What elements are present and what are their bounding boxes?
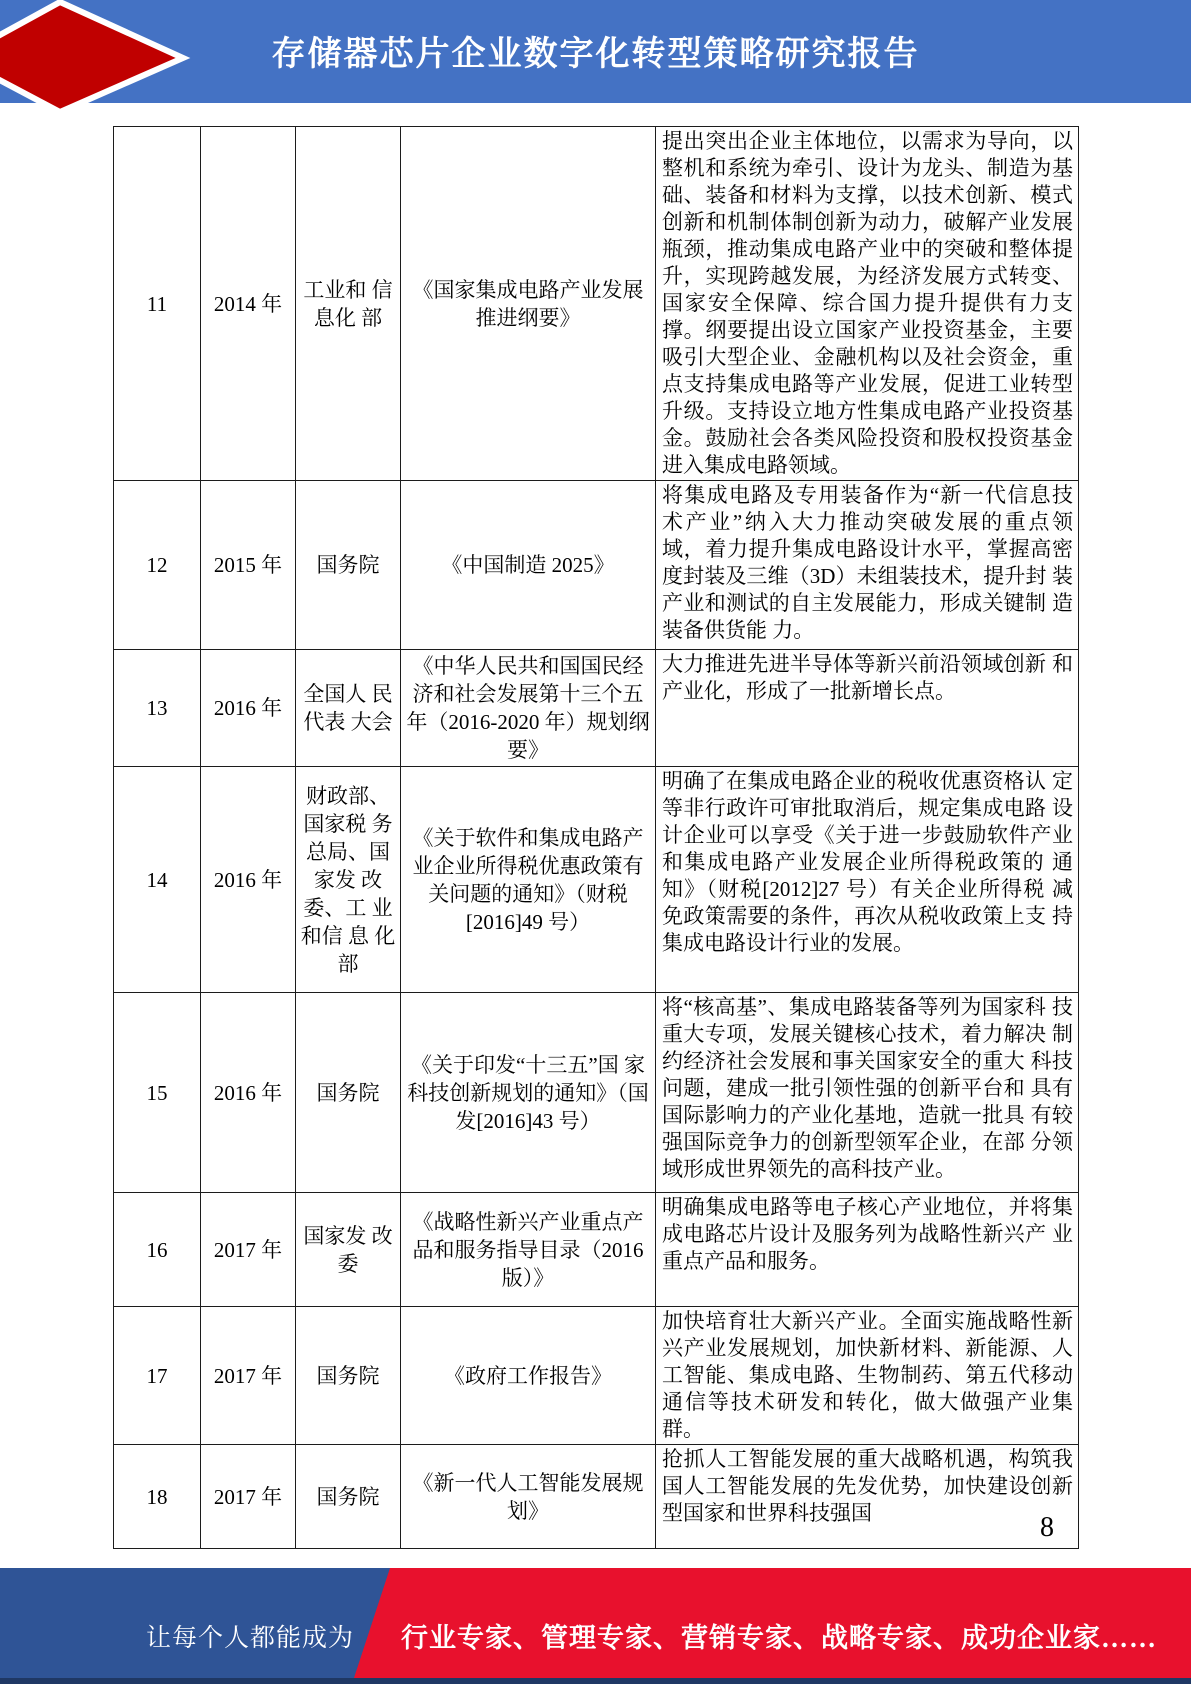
row-agency-cell: 国务院 xyxy=(296,993,401,1193)
row-no-cell: 14 xyxy=(114,767,201,993)
row-desc-cell: 加快培育壮大新兴产业。全面实施战略性新 兴产业发展规划，加快新材料、新能源、人 工智能、集成电路、生物制药、第五代移动 通信等技术研发和转化，做大做强产业集 群。 xyxy=(656,1307,1079,1445)
row-no-cell: 17 xyxy=(114,1307,201,1445)
row-year-cell: 2014 年 xyxy=(201,127,296,481)
page-number: 8 xyxy=(1040,1512,1054,1543)
row-desc-cell: 抢抓人工智能发展的重大战略机遇，构筑我 国人工智能发展的先发优势，加快建设创新 型国家和世界科技强国 xyxy=(656,1445,1079,1549)
row-desc-cell: 大力推进先进半导体等新兴前沿领域创新 和产业化，形成了一批新增长点。 xyxy=(656,650,1079,767)
row-agency-cell: 国务院 xyxy=(296,1307,401,1445)
row-policy-cell: 《关于印发“十三五”国 家科技创新规划的通知》（国发[2016]43 号） xyxy=(401,993,656,1193)
footer-bottom-strip xyxy=(0,1678,1191,1684)
row-policy-cell: 《国家集成电路产业发展推进纲要》 xyxy=(401,127,656,481)
row-policy-cell: 《战略性新兴产业重点产 品和服务指导目录（2016 版）》 xyxy=(401,1193,656,1307)
row-no-cell: 11 xyxy=(114,127,201,481)
table-row xyxy=(114,650,1079,767)
row-agency-cell: 财政部、国家税 务总局、国 家发 改 委、工 业和信 息 化部 xyxy=(296,767,401,993)
policy-table-body xyxy=(114,127,1079,1549)
policy-table xyxy=(113,126,1079,1549)
row-desc-cell: 将集成电路及专用装备作为“新一代信息技 术产业”纳入大力推动突破发展的重点领 域，着力提升集成电路设计水平，掌握高密 度封装及三维（3D）未组装技术，提升封 装产业和测试的自主发展能力，形成关键制 造装备供货能 力。 xyxy=(656,481,1079,650)
row-year-cell: 2017 年 xyxy=(201,1445,296,1549)
row-no-cell: 18 xyxy=(114,1445,201,1549)
row-agency-cell: 国家发 改 委 xyxy=(296,1193,401,1307)
row-desc-cell: 提出突出企业主体地位，以需求为导向，以 整机和系统为牵引、设计为龙头、制造为基 础、装备和材料为支撑，以技术创新、模式 创新和机制体制创新为动力，破解产业发展 瓶颈，推动集成电路产业中的突破和整体提 升，实现跨越发展，为经济发展方式转变、 国家安全保障、综合国力提升提供有力支 撑。纲要提出设立国家产业投资基金，主要 吸引大型企业、金融机构以及社会资金，重 点支持集成电路等产业发展，促进工业转型 升级。支持设立地方性集成电路产业投资基 金。鼓励社会各类风险投资和股权投资基金 进入集成电路领域。 xyxy=(656,127,1079,481)
row-year-cell: 2016 年 xyxy=(201,650,296,767)
row-policy-cell: 《政府工作报告》 xyxy=(401,1307,656,1445)
row-policy-cell: 《关于软件和集成电路产 业企业所得税优惠政策有 关问题的通知》（财税 [2016]49 号） xyxy=(401,767,656,993)
row-policy-cell: 《新一代人工智能发展规 划》 xyxy=(401,1445,656,1549)
row-no-cell: 13 xyxy=(114,650,201,767)
row-agency-cell: 国务院 xyxy=(296,1445,401,1549)
row-year-cell: 2017 年 xyxy=(201,1193,296,1307)
page-title: 存储器芯片企业数字化转型策略研究报告 xyxy=(271,36,920,73)
row-year-cell: 2017 年 xyxy=(201,1307,296,1445)
row-desc-cell: 明确了在集成电路企业的税收优惠资格认 定等非行政许可审批取消后，规定集成电路 设计企业可以享受《关于进一步鼓励软件产业和集成电路产业发展企业所得税政策的 通知》（财税[2012]27 号）有关企业所得税 减免政策需要的条件，再次从税收政策上支 持集成电路设计行业的发展。 xyxy=(656,767,1079,993)
row-year-cell: 2016 年 xyxy=(201,993,296,1193)
row-no-cell: 15 xyxy=(114,993,201,1193)
row-year-cell: 2016 年 xyxy=(201,767,296,993)
table-row xyxy=(114,481,1079,650)
row-agency-cell: 工业和 信息化 部 xyxy=(296,127,401,481)
row-policy-cell: 《中华人民共和国国民经 济和社会发展第十三个五 年（2016-2020 年）规划纲 要》 xyxy=(401,650,656,767)
row-agency-cell: 国务院 xyxy=(296,481,401,650)
table-row xyxy=(114,1307,1079,1445)
row-desc-cell: 将“核高基”、集成电路装备等列为国家科 技重大专项，发展关键核心技术，着力解决 制约经济社会发展和事关国家安全的重大 科技问题，建成一批引领性强的创新平台和 具有国际影响力的产业化基地，造就一批具 有较强国际竞争力的创新型领军企业，在部 分领域形成世界领先的高科技产业。 xyxy=(656,993,1079,1193)
row-year-cell: 2015 年 xyxy=(201,481,296,650)
footer-slogan-left: 让每个人都能成为 xyxy=(146,1625,355,1652)
footer-slogan-right: 行业专家、管理专家、营销专家、战略专家、成功企业家…… xyxy=(401,1623,1157,1653)
table-row xyxy=(114,767,1079,993)
table-row xyxy=(114,1445,1079,1549)
row-agency-cell: 全国人 民代表 大会 xyxy=(296,650,401,767)
row-no-cell: 16 xyxy=(114,1193,201,1307)
table-row xyxy=(114,127,1079,481)
footer-banner xyxy=(0,1568,1191,1684)
header-banner xyxy=(0,0,1191,103)
row-policy-cell: 《中国制造 2025》 xyxy=(401,481,656,650)
table-row xyxy=(114,993,1079,1193)
table-row xyxy=(114,1193,1079,1307)
row-no-cell: 12 xyxy=(114,481,201,650)
row-desc-cell: 明确集成电路等电子核心产业地位，并将集 成电路芯片设计及服务列为战略性新兴产 业重点产品和服务。 xyxy=(656,1193,1079,1307)
